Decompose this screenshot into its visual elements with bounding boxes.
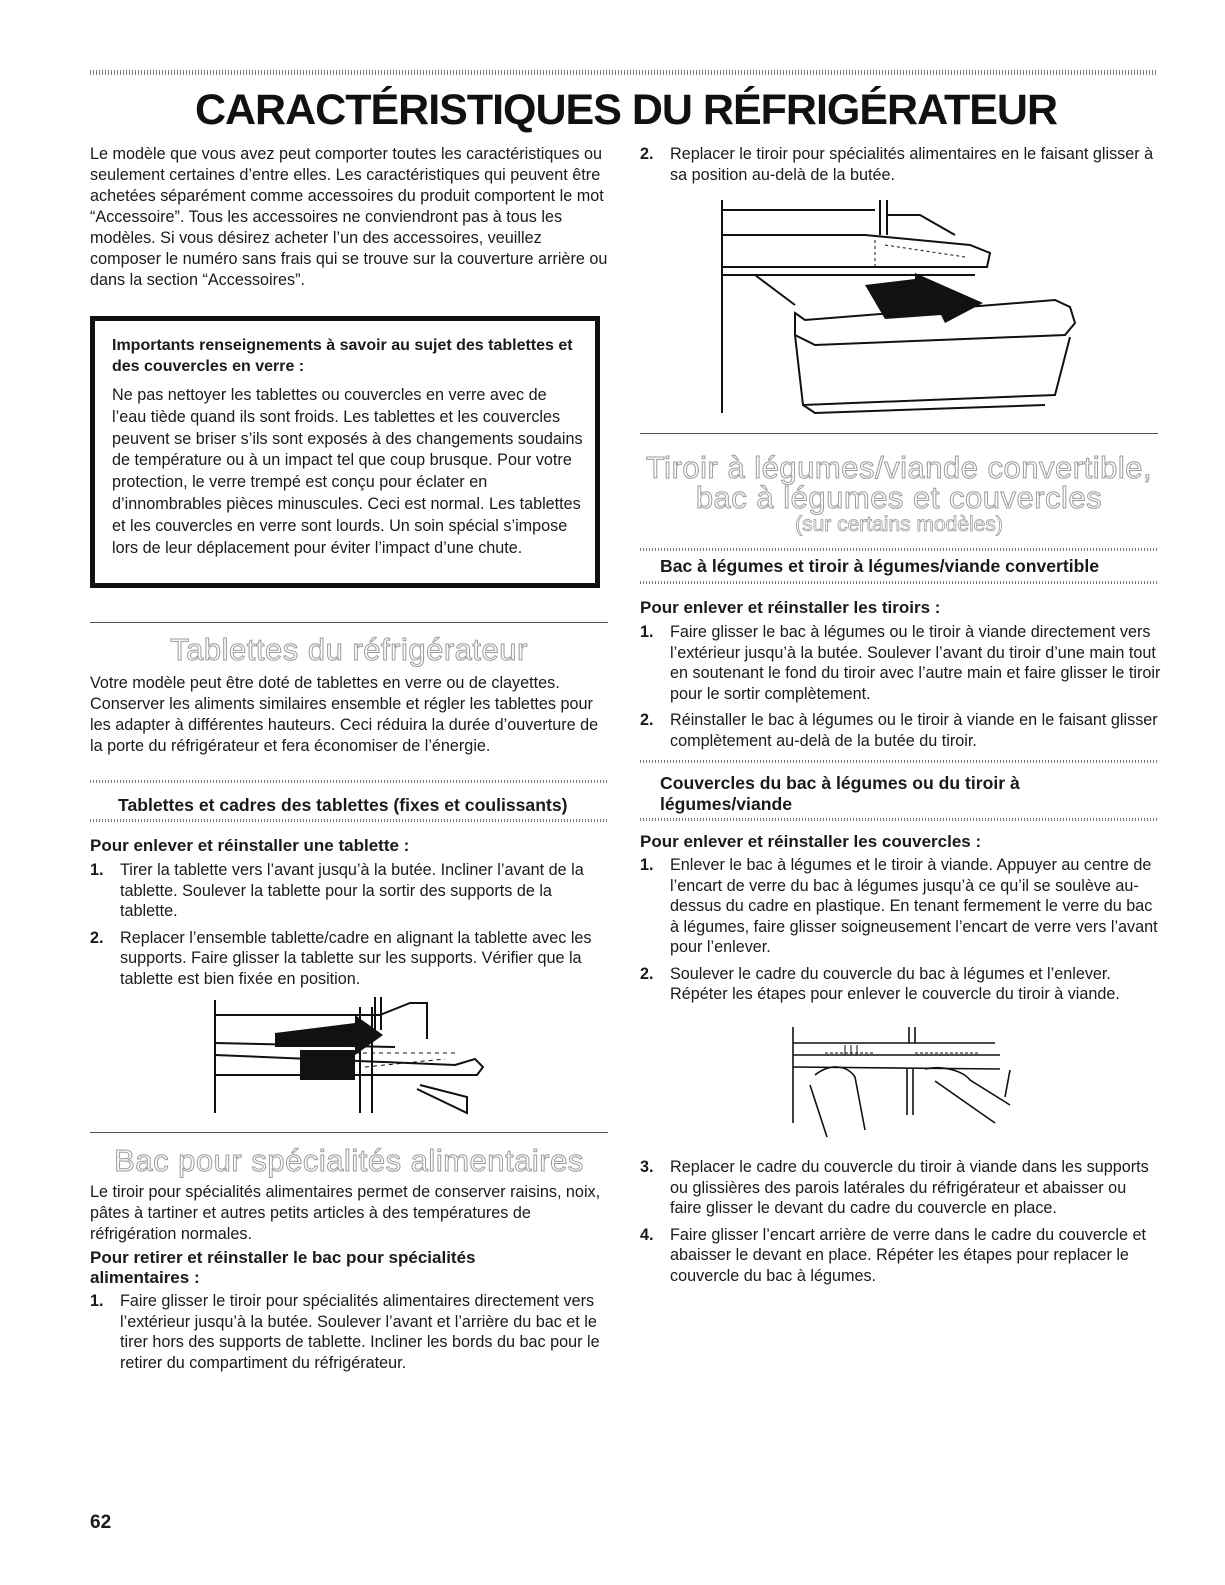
step-text: Enlever le bac à légumes et le tiroir à viande. Appuyer au centre de l’encart de verre du bac à légumes jusqu’à ce qu’il se soulève au-dessus du cadre en plastique. En tenant fermement le verre du bac à légumes, faire glisser soigneusement l’encart de verre vers l’avant pour l’enlever. xyxy=(670,856,1158,956)
step-number: 3. xyxy=(640,1158,654,1176)
subhead-border-bottom xyxy=(90,819,608,822)
cover-steps xyxy=(640,855,1162,1011)
covers-subheading: Couvercles du bac à légumes ou du tiroir à légumes/viande xyxy=(660,773,1020,814)
step-number: 2. xyxy=(640,711,654,729)
subhead-border-top xyxy=(640,548,1158,551)
shelves-text: Votre modèle peut être doté de tablettes en verre ou de clayettes. Conserver les aliments similaires ensemble et régler les tablettes pour les adapter à différentes hauteurs. Ceci réduira la durée d’ouverture de la porte du réfrigérateur et fera économiser de l’énergie. xyxy=(90,674,599,755)
step-number: 1. xyxy=(640,623,654,641)
step-text: Soulever le cadre du couvercle du bac à légumes et l’enlever. Répéter les étapes pour enlever le couvercle du tiroir à viande. xyxy=(670,964,1120,1003)
cover-removal-illustration xyxy=(785,1025,1025,1140)
step-text: Replacer l’ensemble tablette/cadre en alignant la tablette avec les supports. Faire glisser la tablette sur les supports. Vérifier que la tablette est bien fixée en position. xyxy=(120,928,592,988)
list-item xyxy=(640,710,1162,751)
list-item xyxy=(640,1225,1162,1287)
shelves-subheading: Tablettes et cadres des tablettes (fixes et coulissants) xyxy=(118,795,568,815)
list-item xyxy=(90,928,610,990)
list-item xyxy=(640,964,1162,1005)
list-item xyxy=(90,1291,612,1373)
section-title-crisper-note: (sur certains modèles) xyxy=(795,513,1003,536)
list-item xyxy=(640,1157,1162,1219)
section-title-crisper-line2: bac à légumes et couvercles xyxy=(695,480,1103,515)
list-item xyxy=(640,855,1162,958)
subhead-border-top xyxy=(90,780,608,783)
step-number: 1. xyxy=(640,856,654,874)
drawer-steps-heading: Pour enlever et réinstaller les tiroirs : xyxy=(640,598,941,617)
section-title-shelves: Tablettes du réfrigérateur xyxy=(170,632,528,667)
warning-heading: Importants renseignements à savoir au sujet des tablettes et des couvercles en verre : xyxy=(112,337,573,375)
subhead-border-bottom xyxy=(640,818,1158,821)
step-number: 4. xyxy=(640,1225,654,1244)
page-number: 62 xyxy=(90,1512,112,1533)
arrow-icon xyxy=(865,273,983,323)
intro-text: Le modèle que vous avez peut comporter toutes les caractéristiques ou seulement certaines d’entre elles. Les caractéristiques qui peuvent être achetées séparément comme accessoires du produit comportent le mot “Accessoire”. Tous les accessoires ne conviendront pas à tous les modèles. Si vous désirez acheter l’un des accessoires, veuillez composer le numéro sans frais qui se trouve sur la couverture arrière ou dans la section “Accessoires”. xyxy=(90,145,608,289)
step-number: 2. xyxy=(640,964,654,983)
glass-warning-box xyxy=(90,316,600,588)
shelf-removal-illustration xyxy=(205,995,495,1117)
step-text: Réinstaller le bac à légumes ou le tiroir à viande en le faisant glisser complètement au-delà de la butée du tiroir. xyxy=(670,711,1158,750)
step-number: 2. xyxy=(90,928,104,947)
list-item xyxy=(640,144,1160,185)
step-number: 1. xyxy=(90,861,104,879)
warning-body: Ne pas nettoyer les tablettes ou couvercles en verre avec de l’eau tiède quand ils sont froids. Les tablettes et les couvercles peuvent se briser s’ils sont exposés à des changements soudains de température ou à un impact tel que coup brusque. Pour votre protection, le verre trempé est conçu pour éclater en d’innombrables pièces minuscules. Ceci est normal. Les tablettes et les couvercles en verre sont lourds. Un soin spécial s’impose lors de leur déplacement pour éviter l’impact d’une chute. xyxy=(112,386,583,557)
arrow-icon xyxy=(275,1015,383,1055)
specialty-steps xyxy=(90,1291,612,1379)
specialty-drawer-illustration xyxy=(715,195,1085,420)
step-text: Replacer le tiroir pour spécialités alimentaires en le faisant glisser à sa position au-delà de la butée. xyxy=(670,145,1154,184)
specialty-steps-continued xyxy=(640,144,1160,191)
shelves-paragraph xyxy=(90,673,610,757)
step-text: Tirer la tablette vers l’avant jusqu’à la butée. Incliner l’avant de la tablette. Soulever la tablette pour la sortir des supports de la tablette. xyxy=(120,861,584,920)
subhead-border-top xyxy=(640,760,1158,763)
section-divider xyxy=(90,1132,608,1133)
page-title: CARACTÉRISTIQUES DU RÉFRIGÉRATEUR xyxy=(194,86,1058,134)
list-item xyxy=(90,860,610,922)
intro-paragraph xyxy=(90,144,610,291)
specialty-text: Le tiroir pour spécialités alimentaires permet de conserver raisins, noix, pâtes à tartiner et autres petits articles à des températures de réfrigération normales. xyxy=(90,1183,601,1243)
subhead-border-bottom xyxy=(640,581,1158,584)
section-title-specialty: Bac pour spécialités alimentaires xyxy=(114,1143,584,1178)
cover-steps-continued xyxy=(640,1157,1162,1292)
shelf-steps xyxy=(90,860,610,995)
crisper-subheading: Bac à légumes et tiroir à légumes/viande convertible xyxy=(660,556,1100,576)
step-number: 2. xyxy=(640,145,654,163)
list-item xyxy=(640,622,1162,704)
cover-steps-heading: Pour enlever et réinstaller les couvercles : xyxy=(640,832,982,851)
specialty-steps-heading: Pour retirer et réinstaller le bac pour spécialités alimentaires : xyxy=(90,1248,476,1287)
step-text: Faire glisser le bac à légumes ou le tiroir à viande directement vers l’extérieur jusqu’à la butée. Soulever l’avant du tiroir d’une main tout en soutenant le fond du tiroir avec l’autre main et faire glisser le tiroir pour le sortir complètement. xyxy=(670,623,1161,703)
shelf-steps-heading: Pour enlever et réinstaller une tablette : xyxy=(90,836,410,855)
section-divider xyxy=(90,622,608,623)
specialty-paragraph xyxy=(90,1182,610,1245)
section-title-crisper-line1: Tiroir à légumes/viande convertible, xyxy=(645,450,1153,485)
step-number: 1. xyxy=(90,1292,104,1310)
step-text: Faire glisser le tiroir pour spécialités alimentaires directement vers l’extérieur jusqu’à la butée. Soulever l’avant et l’arrière du bac et le tirer hors des supports de tablette. Incliner les bords du bac pour le retirer du compartiment du réfrigérateur. xyxy=(120,1292,600,1372)
top-border xyxy=(90,70,1158,75)
drawer-steps xyxy=(640,622,1162,757)
section-divider xyxy=(640,433,1158,434)
step-text: Faire glisser l’encart arrière de verre dans le cadre du couvercle et abaisser le devant en place. Répéter les étapes pour replacer le couvercle du bac à légumes. xyxy=(670,1225,1146,1285)
step-text: Replacer le cadre du couvercle du tiroir à viande dans les supports ou glissières des parois latérales du réfrigérateur et abaisser ou faire glisser le devant du cadre du couvercle en place. xyxy=(670,1158,1149,1217)
